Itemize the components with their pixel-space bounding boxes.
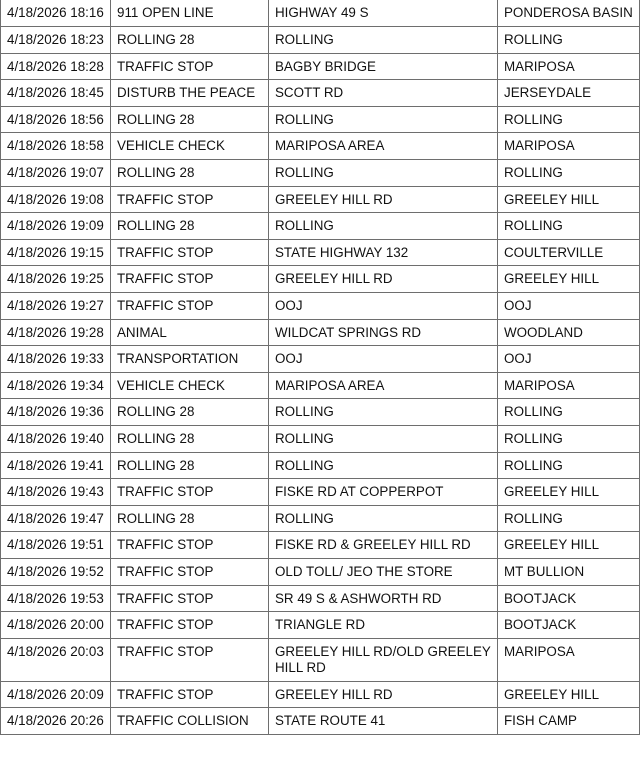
date-time-cell: 4/18/2026 18:16 [1, 0, 111, 27]
location-cell: WILDCAT SPRINGS RD [269, 319, 498, 346]
location-cell: ROLLING [269, 505, 498, 532]
date-time-cell: 4/18/2026 19:27 [1, 293, 111, 320]
call-type-cell: TRAFFIC STOP [111, 558, 269, 585]
call-type-cell: TRAFFIC STOP [111, 532, 269, 559]
location-cell: TRIANGLE RD [269, 612, 498, 639]
date-time-cell: 4/18/2026 19:41 [1, 452, 111, 479]
location-cell: FISKE RD & GREELEY HILL RD [269, 532, 498, 559]
call-type-cell: TRAFFIC STOP [111, 585, 269, 612]
area-cell: GREELEY HILL [498, 186, 640, 213]
table-row [1, 558, 640, 585]
area-cell: COULTERVILLE [498, 239, 640, 266]
table-row [1, 0, 640, 27]
location-cell: ROLLING [269, 399, 498, 426]
area-cell: MARIPOSA [498, 133, 640, 160]
date-time-cell: 4/18/2026 18:23 [1, 27, 111, 54]
location-cell: STATE ROUTE 41 [269, 708, 498, 735]
location-cell: GREELEY HILL RD [269, 681, 498, 708]
date-time-cell: 4/18/2026 20:00 [1, 612, 111, 639]
call-type-cell: TRAFFIC STOP [111, 53, 269, 80]
date-time-cell: 4/18/2026 19:08 [1, 186, 111, 213]
area-cell: GREELEY HILL [498, 479, 640, 506]
location-cell: GREELEY HILL RD/OLD GREELEY HILL RD [269, 638, 498, 681]
call-type-cell: TRANSPORTATION [111, 346, 269, 373]
table-row [1, 346, 640, 373]
area-cell: ROLLING [498, 106, 640, 133]
area-cell: OOJ [498, 293, 640, 320]
location-cell: OLD TOLL/ JEO THE STORE [269, 558, 498, 585]
call-type-cell: TRAFFIC STOP [111, 612, 269, 639]
table-row [1, 27, 640, 54]
area-cell: WOODLAND [498, 319, 640, 346]
call-type-cell: VEHICLE CHECK [111, 133, 269, 160]
table-row [1, 612, 640, 639]
date-time-cell: 4/18/2026 18:58 [1, 133, 111, 160]
table-row [1, 133, 640, 160]
date-time-cell: 4/18/2026 19:33 [1, 346, 111, 373]
table-row [1, 293, 640, 320]
table-row [1, 213, 640, 240]
call-type-cell: TRAFFIC STOP [111, 293, 269, 320]
date-time-cell: 4/18/2026 19:51 [1, 532, 111, 559]
area-cell: ROLLING [498, 399, 640, 426]
location-cell: ROLLING [269, 426, 498, 453]
call-type-cell: TRAFFIC STOP [111, 266, 269, 293]
area-cell: GREELEY HILL [498, 681, 640, 708]
table-row [1, 266, 640, 293]
table-row [1, 479, 640, 506]
call-type-cell: ROLLING 28 [111, 399, 269, 426]
date-time-cell: 4/18/2026 19:47 [1, 505, 111, 532]
area-cell: MARIPOSA [498, 53, 640, 80]
area-cell: FISH CAMP [498, 708, 640, 735]
table-row [1, 585, 640, 612]
date-time-cell: 4/18/2026 18:56 [1, 106, 111, 133]
area-cell: MARIPOSA [498, 638, 640, 681]
area-cell: JERSEYDALE [498, 80, 640, 107]
location-cell: ROLLING [269, 213, 498, 240]
date-time-cell: 4/18/2026 20:26 [1, 708, 111, 735]
table-row [1, 452, 640, 479]
date-time-cell: 4/18/2026 19:40 [1, 426, 111, 453]
call-type-cell: ROLLING 28 [111, 426, 269, 453]
date-time-cell: 4/18/2026 19:25 [1, 266, 111, 293]
table-row [1, 426, 640, 453]
location-cell: SCOTT RD [269, 80, 498, 107]
table-row [1, 532, 640, 559]
call-type-cell: DISTURB THE PEACE [111, 80, 269, 107]
location-cell: HIGHWAY 49 S [269, 0, 498, 27]
area-cell: BOOTJACK [498, 585, 640, 612]
area-cell: PONDEROSA BASIN [498, 0, 640, 27]
location-cell: ROLLING [269, 452, 498, 479]
location-cell: SR 49 S & ASHWORTH RD [269, 585, 498, 612]
table-row [1, 638, 640, 681]
call-log-body [1, 0, 640, 734]
call-type-cell: VEHICLE CHECK [111, 372, 269, 399]
call-type-cell: TRAFFIC STOP [111, 186, 269, 213]
call-type-cell: ROLLING 28 [111, 106, 269, 133]
date-time-cell: 4/18/2026 18:28 [1, 53, 111, 80]
area-cell: MARIPOSA [498, 372, 640, 399]
call-type-cell: ROLLING 28 [111, 213, 269, 240]
table-row [1, 319, 640, 346]
area-cell: OOJ [498, 346, 640, 373]
table-row [1, 239, 640, 266]
location-cell: OOJ [269, 346, 498, 373]
date-time-cell: 4/18/2026 19:43 [1, 479, 111, 506]
location-cell: GREELEY HILL RD [269, 186, 498, 213]
call-type-cell: TRAFFIC STOP [111, 681, 269, 708]
table-row [1, 399, 640, 426]
date-time-cell: 4/18/2026 19:52 [1, 558, 111, 585]
date-time-cell: 4/18/2026 19:15 [1, 239, 111, 266]
call-type-cell: TRAFFIC STOP [111, 638, 269, 681]
table-row [1, 505, 640, 532]
area-cell: ROLLING [498, 27, 640, 54]
location-cell: ROLLING [269, 106, 498, 133]
location-cell: MARIPOSA AREA [269, 133, 498, 160]
location-cell: ROLLING [269, 27, 498, 54]
call-type-cell: ROLLING 28 [111, 27, 269, 54]
date-time-cell: 4/18/2026 19:07 [1, 160, 111, 187]
area-cell: BOOTJACK [498, 612, 640, 639]
date-time-cell: 4/18/2026 20:09 [1, 681, 111, 708]
area-cell: MT BULLION [498, 558, 640, 585]
table-row [1, 681, 640, 708]
area-cell: ROLLING [498, 213, 640, 240]
call-type-cell: ROLLING 28 [111, 160, 269, 187]
area-cell: ROLLING [498, 505, 640, 532]
call-type-cell: ROLLING 28 [111, 452, 269, 479]
location-cell: FISKE RD AT COPPERPOT [269, 479, 498, 506]
call-type-cell: ANIMAL [111, 319, 269, 346]
table-row [1, 708, 640, 735]
location-cell: ROLLING [269, 160, 498, 187]
location-cell: OOJ [269, 293, 498, 320]
area-cell: ROLLING [498, 452, 640, 479]
area-cell: ROLLING [498, 426, 640, 453]
date-time-cell: 4/18/2026 18:45 [1, 80, 111, 107]
date-time-cell: 4/18/2026 19:53 [1, 585, 111, 612]
date-time-cell: 4/18/2026 19:09 [1, 213, 111, 240]
location-cell: BAGBY BRIDGE [269, 53, 498, 80]
location-cell: GREELEY HILL RD [269, 266, 498, 293]
date-time-cell: 4/18/2026 19:36 [1, 399, 111, 426]
call-type-cell: TRAFFIC STOP [111, 479, 269, 506]
area-cell: ROLLING [498, 160, 640, 187]
location-cell: MARIPOSA AREA [269, 372, 498, 399]
call-type-cell: 911 OPEN LINE [111, 0, 269, 27]
date-time-cell: 4/18/2026 19:34 [1, 372, 111, 399]
call-type-cell: TRAFFIC COLLISION [111, 708, 269, 735]
date-time-cell: 4/18/2026 19:28 [1, 319, 111, 346]
table-row [1, 80, 640, 107]
table-row [1, 186, 640, 213]
location-cell: STATE HIGHWAY 132 [269, 239, 498, 266]
table-row [1, 53, 640, 80]
area-cell: GREELEY HILL [498, 266, 640, 293]
table-row [1, 106, 640, 133]
table-row [1, 372, 640, 399]
call-type-cell: ROLLING 28 [111, 505, 269, 532]
table-row [1, 160, 640, 187]
date-time-cell: 4/18/2026 20:03 [1, 638, 111, 681]
area-cell: GREELEY HILL [498, 532, 640, 559]
call-type-cell: TRAFFIC STOP [111, 239, 269, 266]
